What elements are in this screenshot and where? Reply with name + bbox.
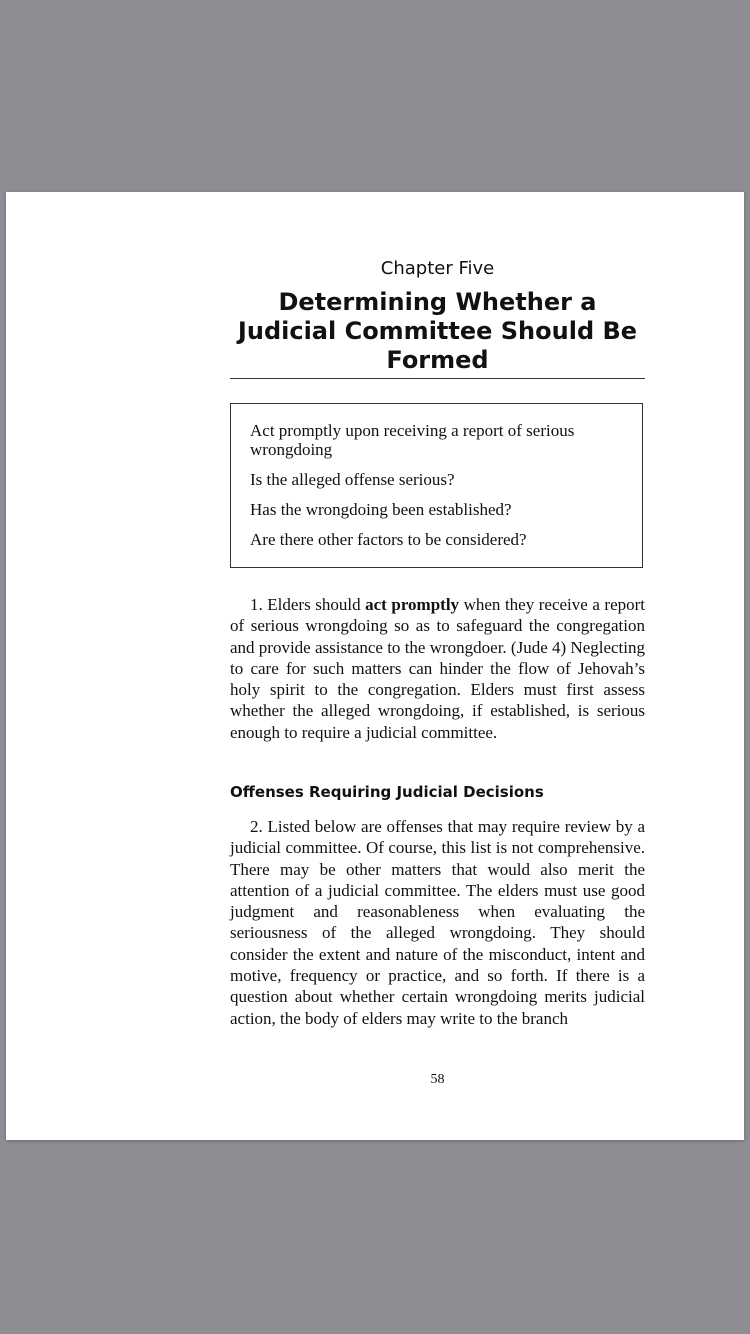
summary-item: Act promptly upon receiving a report of serious wrongdoing	[250, 421, 575, 459]
summary-item: Are there other factors to be considered?	[250, 530, 527, 549]
paragraph-number: 1.	[250, 595, 263, 614]
section-heading: Offenses Requiring Judicial Decisions	[230, 783, 544, 801]
document-page	[6, 192, 744, 1140]
chapter-label: Chapter Five	[380, 258, 495, 279]
paragraph-body: Listed below are offenses that may require review by a judicial committee. Of course, this list is not comprehensive. There may be other matters that would also merit the attention of a judicial committee. The elders must use good judgment and reasonableness when evaluating the seriousness of the alleged wrongdoing. They should consider the extent and nature of the misconduct, intent and motive, frequency or practice, and so forth. If there is a question about whether certain wrongdoing merits judicial action, the body of elders may write to the branch	[230, 817, 645, 1028]
chapter-title: Determining Whether a Judicial Committee Should Be Formed	[237, 288, 638, 374]
summary-item: Is the alleged offense serious?	[250, 470, 455, 489]
title-divider	[230, 378, 645, 379]
summary-item: Has the wrongdoing been established?	[250, 500, 512, 519]
paragraph-lead: Elders should	[267, 595, 361, 614]
paragraph-number: 2.	[250, 817, 263, 836]
paragraph-2	[230, 816, 645, 1029]
page-number: 58	[430, 1072, 445, 1087]
chapter-summary-box	[230, 403, 643, 568]
paragraph-emphasis: act promptly	[365, 595, 460, 614]
paragraph-1	[230, 594, 645, 743]
paragraph-body: when they receive a report of serious wrongdoing so as to safeguard the congregation and provide assistance to the wrongdoer. (Jude 4) Neglecting to care for such matters can hinder the flow of Jehovah’s holy spirit to the congregation. Elders must first assess whether the alleged wrongdoing, if established, is serious enough to require a judicial committee.	[230, 595, 646, 742]
